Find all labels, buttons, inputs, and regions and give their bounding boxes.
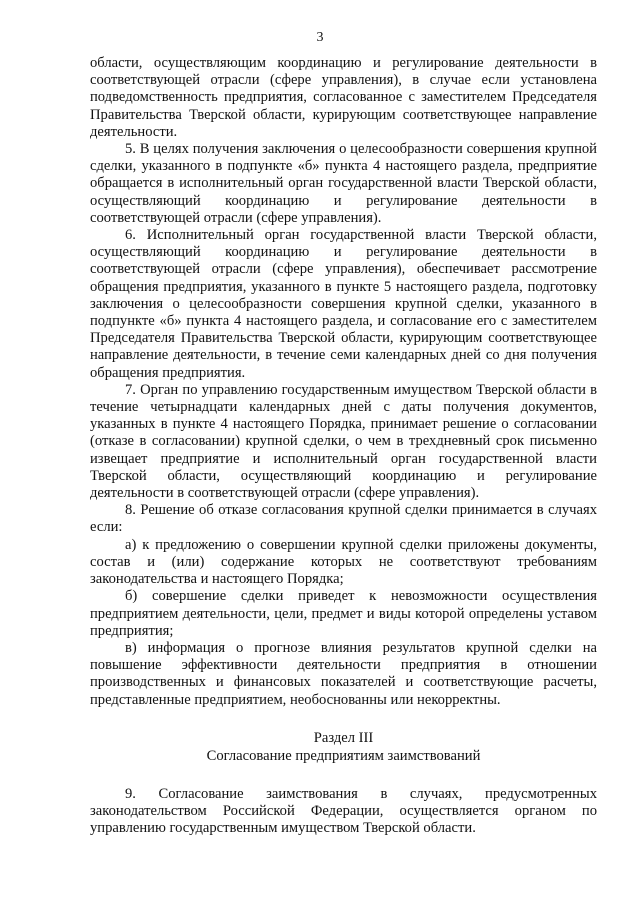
paragraph-5: 5. В целях получения заключения о целесообразности совершения крупной сделки, указанного в подпункте «б» пункта 4 настоящего раздела, предприятие обращается в исполнительный орган государственной власти Тверской области, осуществляющий координацию и регулирование деятельности в соответствующей отрасли (сфере управления). <box>90 141 597 226</box>
page-number: 3 <box>316 30 324 45</box>
section-heading <box>90 729 597 765</box>
section-title: Согласование предприятиям заимствований <box>206 747 481 764</box>
paragraph-continuation: области, осуществляющим координацию и регулирование деятельности в соответствующей отрасли (сфере управления), в случае если установлена подведомственность предприятия, согласованное с заместителем Председателя Правительства Тверской области, курирующим соответствующее направление деятельности. <box>90 55 597 140</box>
document-body <box>90 55 597 837</box>
paragraph-8c: в) информация о прогнозе влияния результатов крупной сделки на повышение эффективности деятельности предприятия в отношении производственных и финансовых показателей и соответствующие расчеты, представленные предприятием, необоснованны или некорректны. <box>90 639 597 708</box>
paragraph-6: 6. Исполнительный орган государственной власти Тверской области, осуществляющий координацию и регулирование деятельности в соответствующей отрасли (сфере управления), обеспечивает рассмотрение обращения предприятия, указанного в пункте 5 настоящего раздела, подготовку заключения о целесообразности совершения крупной сделки, указанного в подпункте «б» пункта 4 настоящего раздела, и согласование его с заместителем Председателя Правительства Тверской области, курирующим соответствующее направление деятельности, в течение семи календарных дней со дня получения обращения предприятия. <box>90 227 597 381</box>
paragraph-8: 8. Решение об отказе согласования крупной сделки принимается в случаях если: <box>90 502 597 536</box>
paragraph-8a: а) к предложению о совершении крупной сделки приложены документы, состав и (или) содержание которых не соответствуют требованиям законодательства и настоящего Порядка; <box>90 536 597 588</box>
paragraph-8b: б) совершение сделки приведет к невозможности осуществления предприятием деятельности, цели, предмет и виды которой определены уставом предприятия; <box>90 588 597 639</box>
section-spacer <box>90 765 597 786</box>
paragraph-9: 9. Согласование заимствования в случаях, предусмотренных законодательством Российской Федерации, осуществляется органом по управлению государственным имуществом Тверской области. <box>90 785 597 837</box>
section-number: Раздел III <box>313 729 374 746</box>
paragraph-7: 7. Орган по управлению государственным имуществом Тверской области в течение четырнадцати календарных дней с даты получения документов, указанных в пункте 4 настоящего Порядка, принимает решение о согласовании (отказе в согласовании) крупной сделки, о чем в трехдневный срок письменно извещает предприятие и исполнительный орган государственной власти Тверской области, осуществляющий координацию и регулирование деятельности в соответствующей отрасли (сфере управления). <box>90 381 597 502</box>
